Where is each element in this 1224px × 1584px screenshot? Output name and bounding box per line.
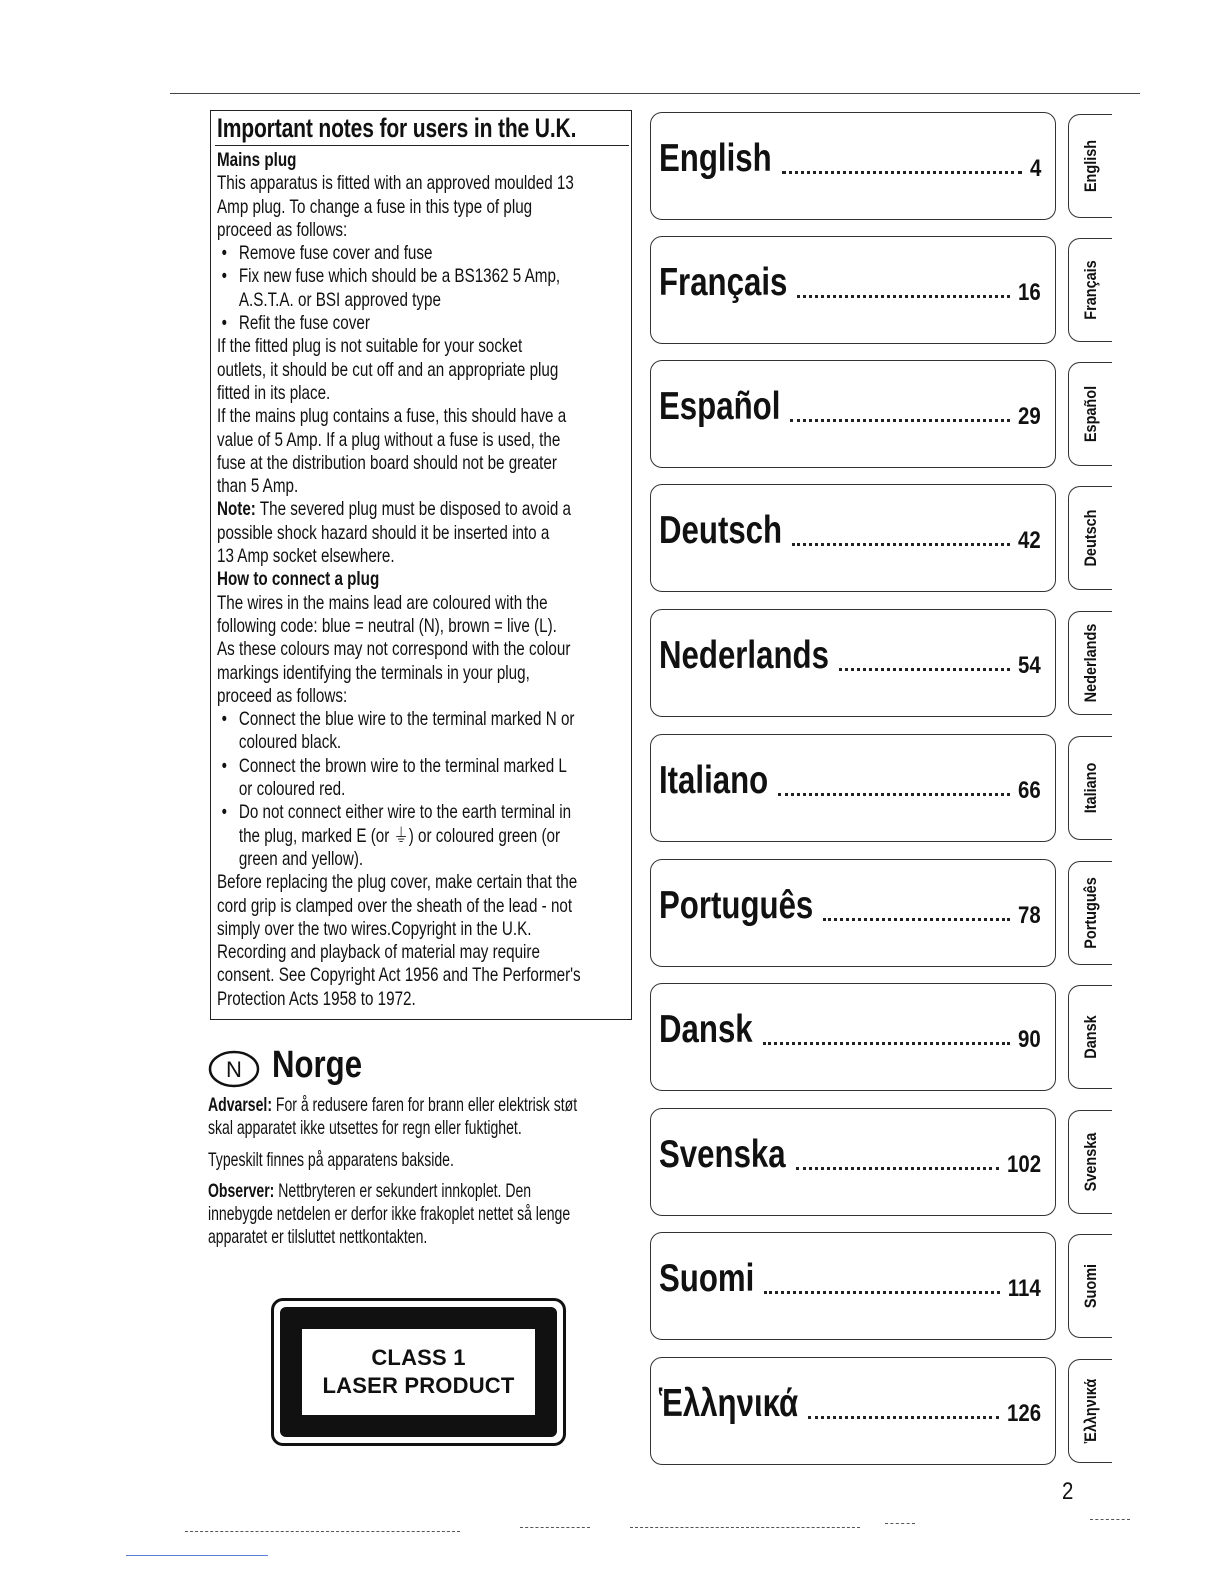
language-name: Português <box>659 884 814 927</box>
language-name: Svenska <box>659 1133 786 1176</box>
observer-text-2: innebygde netdelen er derfor ikke frakoplet nettet så lenge <box>208 1203 571 1226</box>
language-name: Español <box>659 385 781 428</box>
typeskilt-text: Typeskilt finnes på apparatens bakside. <box>208 1148 454 1171</box>
bullet-line: • Fix new fuse which should be a BS1362 5 Amp, <box>217 265 623 288</box>
text-line: than 5 Amp. <box>217 475 299 498</box>
language-entry[interactable] <box>650 1357 1056 1465</box>
text-line: cord grip is clamped over the sheath of the lead - not <box>217 894 573 917</box>
language-tab-label: Nederlands <box>1080 623 1100 703</box>
text-line: This apparatus is fitted with an approved moulded 13 <box>217 172 574 195</box>
language-page-number: 54 <box>1018 652 1041 679</box>
text-line: possible shock hazard should it be inserted into a <box>217 521 550 544</box>
advarsel-label: Advarsel: <box>208 1094 272 1116</box>
leader-dots <box>778 793 1010 796</box>
text-line: Recording and playback of material may require <box>217 941 540 964</box>
leader-dots <box>808 1416 999 1419</box>
language-name: Français <box>659 261 788 304</box>
language-entry[interactable] <box>650 112 1056 220</box>
language-tab-label: Dansk <box>1080 1015 1100 1059</box>
language-entry[interactable] <box>650 1108 1056 1216</box>
language-page-number: 126 <box>1006 1400 1041 1427</box>
language-tab[interactable] <box>1068 114 1112 218</box>
scan-artifact-line <box>520 1527 590 1528</box>
norge-body <box>208 1094 611 1250</box>
scan-artifact-line <box>1090 1519 1130 1520</box>
scan-artifact-blue-line <box>126 1555 268 1556</box>
text-line: proceed as follows: <box>217 218 348 241</box>
language-name: Ἑλληνικά <box>659 1382 799 1425</box>
note-text: The severed plug must be disposed to avoid a <box>255 498 571 521</box>
text-line: 13 Amp socket elsewhere. <box>217 545 395 568</box>
text-line: outlets, it should be cut off and an appropriate plug <box>217 358 559 381</box>
uk-notes-body <box>217 149 623 1011</box>
bullet-line: or coloured red. <box>238 778 346 801</box>
advarsel-text-2: skal apparatet ikke utsettes for regn eller fuktighet. <box>208 1117 522 1140</box>
leader-dots <box>764 1291 1000 1294</box>
language-tab[interactable] <box>1068 736 1112 840</box>
language-tab-label: English <box>1080 139 1100 193</box>
language-entry[interactable] <box>650 983 1056 1091</box>
laser-label-frame <box>280 1307 557 1437</box>
text-line: If the fitted plug is not suitable for your socket <box>217 335 523 358</box>
text-line: If the mains plug contains a fuse, this should have a <box>217 405 567 428</box>
bullet-line: • Do not connect either wire to the earth terminal in <box>217 801 623 824</box>
language-entry[interactable] <box>650 484 1056 592</box>
norway-approval-logo <box>208 1050 260 1088</box>
language-name: Dansk <box>659 1008 753 1051</box>
language-tab-label: Español <box>1080 385 1100 443</box>
language-page-number: 114 <box>1008 1275 1041 1302</box>
text-line: fitted in its place. <box>217 381 331 404</box>
language-tab[interactable] <box>1068 362 1112 466</box>
bullet-line: coloured black. <box>238 731 342 754</box>
language-name: English <box>659 137 772 180</box>
norway-logo-letter: N <box>226 1057 242 1082</box>
bullet-line: A.S.T.A. or BSI approved type <box>238 288 441 311</box>
leader-dots <box>839 668 1010 671</box>
laser-label-panel <box>302 1329 535 1415</box>
leader-dots <box>790 419 1010 422</box>
language-page-number: 78 <box>1018 902 1041 929</box>
language-tab[interactable] <box>1068 611 1112 715</box>
laser-product-text: LASER PRODUCT <box>322 1373 515 1398</box>
language-name: Deutsch <box>659 509 783 552</box>
leader-dots <box>823 918 1010 921</box>
text-line: Amp plug. To change a fuse in this type of plug <box>217 195 533 218</box>
language-tab[interactable] <box>1068 238 1112 342</box>
language-tab-label: Français <box>1080 260 1100 320</box>
bullet-line: green and yellow). <box>238 847 364 870</box>
language-entry[interactable] <box>650 1232 1056 1340</box>
leader-dots <box>792 543 1010 546</box>
text-line: markings identifying the terminals in your plug, <box>217 661 530 684</box>
language-name: Suomi <box>659 1257 755 1300</box>
language-tab[interactable] <box>1068 1234 1112 1338</box>
language-name: Nederlands <box>659 634 829 677</box>
scan-artifact-line <box>185 1531 460 1532</box>
section-heading: How to connect a plug <box>217 568 380 591</box>
language-entry[interactable] <box>650 734 1056 842</box>
leader-dots <box>763 1042 1011 1045</box>
language-page-number: 66 <box>1018 777 1041 804</box>
language-tab-label: Svenska <box>1080 1132 1100 1192</box>
bullet-line: the plug, marked E (or ⏚) or coloured green (or <box>238 824 561 847</box>
text-line: simply over the two wires.Copyright in the U.K. <box>217 917 532 940</box>
scan-artifact-line <box>885 1523 915 1524</box>
language-page-number: 16 <box>1018 279 1041 306</box>
text-line: value of 5 Amp. If a plug without a fuse is used, the <box>217 428 561 451</box>
norge-observer-line <box>208 1180 611 1203</box>
language-tab[interactable] <box>1068 1110 1112 1214</box>
language-name: Italiano <box>659 759 769 802</box>
language-page-number: 4 <box>1029 155 1041 182</box>
bullet-line: • Connect the brown wire to the terminal marked L <box>217 755 623 778</box>
language-tab[interactable] <box>1068 861 1112 965</box>
note-label: Note: <box>217 498 256 521</box>
observer-text: Nettbryteren er sekundert innkoplet. Den <box>274 1179 532 1202</box>
language-page-number: 42 <box>1018 527 1041 554</box>
language-tab[interactable] <box>1068 1359 1112 1463</box>
language-tab-label: Italiano <box>1080 762 1100 814</box>
language-tab[interactable] <box>1068 486 1112 590</box>
text-line: As these colours may not correspond with the colour <box>217 638 571 661</box>
leader-dots <box>797 295 1010 298</box>
language-page-number: 90 <box>1018 1026 1041 1053</box>
norge-advarsel-line <box>208 1094 611 1117</box>
language-entry[interactable] <box>650 609 1056 717</box>
language-page-number: 29 <box>1018 403 1041 430</box>
advarsel-text: For å redusere faren for brann eller elektrisk støt <box>271 1094 578 1116</box>
language-tab-label: Deutsch <box>1080 509 1100 567</box>
leader-dots <box>796 1167 999 1170</box>
page-number: 2 <box>1062 1478 1074 1505</box>
norge-title: Norge <box>272 1044 363 1086</box>
text-line: The wires in the mains lead are coloured with the <box>217 591 548 614</box>
top-rule <box>170 93 1140 94</box>
laser-class-text: CLASS 1 <box>371 1345 466 1370</box>
language-entry[interactable] <box>650 360 1056 468</box>
text-line: following code: blue = neutral (N), brown = live (L). <box>217 614 557 637</box>
text-line: consent. See Copyright Act 1956 and The Performer's <box>217 964 581 987</box>
bullet-line: • Remove fuse cover and fuse <box>217 242 623 265</box>
language-tab[interactable] <box>1068 985 1112 1089</box>
section-heading: Mains plug <box>217 149 297 171</box>
title-underline <box>215 145 629 146</box>
text-line: Before replacing the plug cover, make certain that the <box>217 871 578 894</box>
bullet-line: • Connect the blue wire to the terminal marked N or <box>217 708 623 731</box>
language-entry[interactable] <box>650 859 1056 967</box>
scan-artifact-line <box>630 1527 860 1528</box>
observer-text-3: apparatet er tilsluttet nettkontakten. <box>208 1226 428 1249</box>
language-tab-label: Ἑλληνικά <box>1080 1378 1100 1444</box>
laser-class-label <box>271 1298 566 1446</box>
observer-label: Observer: <box>208 1179 275 1202</box>
text-line: fuse at the distribution board should not be greater <box>217 451 557 474</box>
bullet-line: • Refit the fuse cover <box>217 312 623 335</box>
language-tab-label: Suomi <box>1080 1263 1100 1309</box>
language-tab-label: Português <box>1080 877 1100 949</box>
text-line: Protection Acts 1958 to 1972. <box>217 987 416 1010</box>
text-line <box>217 498 623 521</box>
language-page-number: 102 <box>1006 1151 1041 1178</box>
uk-notes-title: Important notes for users in the U.K. <box>217 113 577 143</box>
language-entry[interactable] <box>650 236 1056 344</box>
leader-dots <box>782 171 1022 174</box>
uk-notes-box <box>210 110 632 1020</box>
text-line: proceed as follows: <box>217 684 348 707</box>
